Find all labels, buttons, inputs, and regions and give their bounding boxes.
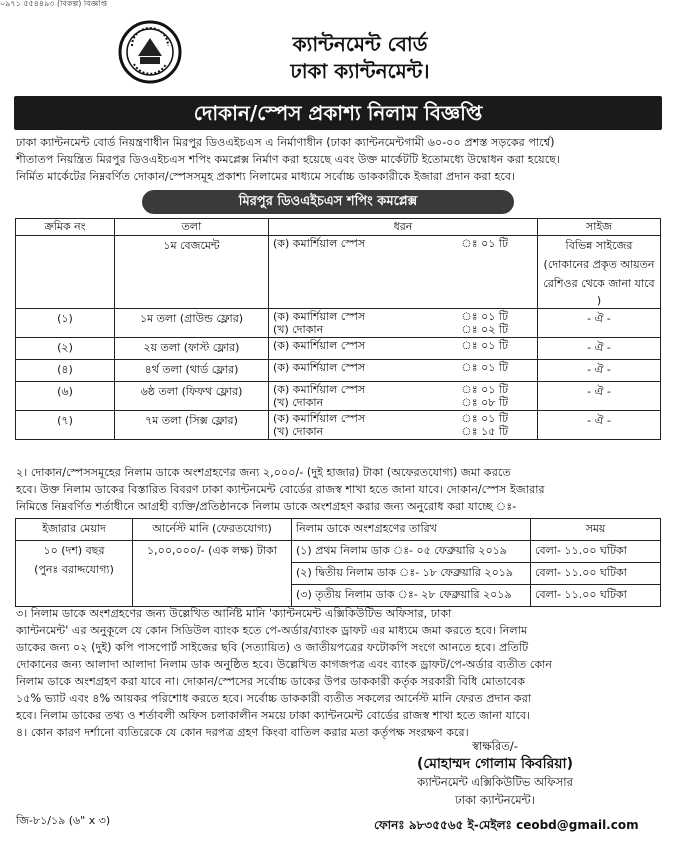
floor-cell: ১ম বেজমেন্ট: [115, 236, 269, 309]
floor-cell: ৪র্থ তলা (থার্ড ফ্লোর): [115, 360, 269, 382]
size-cell: - ঐ -: [538, 309, 661, 338]
para3-line: দোকানের জন্য আলাদা আলাদা নিলাম ডাক অনুষ্ঠিত হবে। উল্লেখিত কাগজপত্র এবং ব্যাংক ড্রাফট/পে-অর্ডার ব্যতীত কোন: [16, 658, 553, 671]
shop-row: [16, 338, 661, 360]
serial-cell: (১): [16, 309, 115, 338]
type-cell: [269, 382, 538, 411]
col-header-date: নিলাম ডাকে অংশগ্রহণের তারিখ: [292, 519, 531, 541]
type-label: (ক) কমার্শিয়াল স্পেস: [273, 412, 366, 425]
type-quantity: ঃ ০১ টি: [461, 237, 508, 250]
type-label: (ক) কমার্শিয়াল স্পেস: [273, 361, 366, 374]
serial-cell: (৪): [16, 360, 115, 382]
type-cell: [269, 360, 538, 382]
floor-cell: ৬ষ্ঠ তলা (ফিফথ ফ্লোর): [115, 382, 269, 411]
type-line: [273, 310, 508, 323]
type-line: [273, 396, 508, 409]
signatory-place: ঢাকা ক্যান্টনমেন্ট।: [455, 793, 535, 807]
cantonment-board-seal-icon: [118, 20, 182, 84]
intro-line: ঢাকা ক্যান্টনমেন্ট বোর্ড নিয়ন্ত্রণাধীন মিরপুর ডিওএইচএস এ নির্মাণাধীন (ঢাকা ক্যান্টনমেন্টগামী ৬০-০০ প্রশস্ত সড়কের পার্শ্বে): [16, 136, 555, 149]
type-line: [273, 323, 508, 336]
para3-line: ক্যান্টনমেন্ট' এর অনুকূলে যে কোন সিডিউল ব্যাংক হতে পে-অর্ডার/ব্যাংক ড্রাফট এর মাধ্যমে জমা করতে হবে। নিলাম: [16, 624, 528, 637]
board-name: ক্যান্টনমেন্ট বোর্ড: [292, 32, 428, 56]
type-cell: [269, 338, 538, 360]
notice-title: দোকান/স্পেস প্রকাশ্য নিলাম বিজ্ঞপ্তি: [14, 96, 662, 130]
type-cell: [269, 411, 538, 440]
type-line: [273, 339, 508, 352]
lease-period: ১০ (দশ) বছর (পুনঃ বরাদ্দযোগ্য): [16, 541, 133, 607]
type-quantity: ঃ ০২ টি: [461, 323, 508, 336]
auction-date: (১) প্রথম নিলাম ডাক ঃ- ০৫ ফেব্রুয়ারি ২০১৯: [292, 541, 531, 563]
signed-label: স্বাক্ষরিত/-: [472, 739, 518, 753]
col-header-lease: ইজারার মেয়াদ: [16, 519, 133, 541]
earnest-money: ১,০০,০০০/- (এক লক্ষ) টাকা: [133, 541, 292, 607]
type-label: (ক) কমার্শিয়াল স্পেস: [273, 310, 366, 323]
type-line: [273, 383, 508, 396]
reference-number: জি-৮১/১৯ (৬" x ৩): [16, 814, 111, 827]
shop-row: [16, 382, 661, 411]
signature-block: [365, 737, 625, 809]
shop-row: [16, 411, 661, 440]
type-label: (ক) কমার্শিয়াল স্পেস: [273, 237, 366, 250]
col-header-serial: ক্রমিক নং: [16, 219, 115, 236]
auction-time: বেলা- ১১.০০ ঘটিকা: [531, 585, 661, 607]
serial-cell: (৬): [16, 382, 115, 411]
para2-line: নিমিত্তে নিম্নবর্ণিত শর্তাধীনে আগ্রহী ব্যক্তি/প্রতিষ্ঠানকে নিলাম ডাকে অংশগ্রহণ করার জন্য অনুরোধ করা যাচ্ছে ঃ-: [16, 500, 517, 513]
type-label: (খ) দোকান: [273, 396, 324, 409]
contact-info: ফোনঃ ৯৮৩৫৫৬৫ ই-মেইলঃ ceobd@gmail.com: [374, 818, 639, 832]
type-quantity: ঃ ০১ টি: [461, 361, 508, 374]
col-header-money: আর্নেস্ট মানি (ফেরতযোগ্য): [133, 519, 292, 541]
serial-cell: [16, 236, 115, 309]
type-cell: [269, 309, 538, 338]
serial-cell: (২): [16, 338, 115, 360]
type-quantity: ঃ ০১ টি: [461, 383, 508, 396]
signatory-name: (মোহাম্মদ গোলাম কিবরিয়া): [416, 756, 573, 772]
para2-line: হবে। উক্ত নিলাম ডাকের বিস্তারিত বিবরণ ঢাকা ক্যান্টনমেন্ট বোর্ডের রাজস্ব শাখা হতে জানা যাবে। দোকান/স্পেস ইজারার: [16, 483, 545, 496]
floor-cell: ২য় তলা (ফাস্ট ফ্লোর): [115, 338, 269, 360]
auction-schedule-table: [15, 518, 661, 607]
col-header-size: সাইজ: [538, 219, 661, 236]
type-quantity: ঃ ০৮ টি: [461, 396, 508, 409]
size-cell: - ঐ -: [538, 411, 661, 440]
size-cell: বিভিন্ন সাইজের (দোকানের প্রকৃত আয়তন রেশিওর থেকে জানা যাবে ): [538, 236, 661, 309]
intro-paragraph: [16, 134, 661, 185]
type-line: [273, 237, 508, 250]
auction-time: বেলা- ১১.০০ ঘটিকা: [531, 563, 661, 585]
intro-line: নির্মিত মার্কেটের নিম্নবর্ণিত দোকান/স্পেসসমূহ প্রকাশ্য নিলামের মাধ্যমে সর্বোচ্চ ডাককারীকে ইজারা প্রদান করা হবে।: [16, 170, 516, 183]
shop-row: [16, 360, 661, 382]
board-location: ঢাকা ক্যান্টনমেন্ট।: [290, 59, 430, 83]
top-cut-text: ০৯৭১ ৫৫৪৪৯৩ (বিকল্প) বিজ্ঞপ্তি: [0, 0, 108, 8]
auction-time: বেলা- ১১.০০ ঘটিকা: [531, 541, 661, 563]
para3-line: হবে। নিলাম ডাকের তথ্য ও শর্তাবলী অফিস চলাকালীন সময়ে ঢাকা ক্যান্টনমেন্ট বোর্ডের রাজস্ব শাখা হতে জানা যাবে।: [16, 709, 531, 722]
type-quantity: ঃ ০১ টি: [461, 412, 508, 425]
participation-paragraph: [16, 464, 661, 515]
shop-row: [16, 309, 661, 338]
size-cell: - ঐ -: [538, 382, 661, 411]
type-line: [273, 412, 508, 425]
col-header-floor: তলা: [115, 219, 269, 236]
type-quantity: ঃ ১৫ টি: [461, 425, 508, 438]
para3-line: ৩। নিলাম ডাকে অংশগ্রহণের জন্য উল্লেখিত আর্নিষ্ট মানি 'ক্যান্টনমেন্ট এক্সিকিউটিভ অফিসার, ঢাকা: [16, 607, 452, 620]
para4-line: ৪। কোন কারণ দর্শানো ব্যতিরেকে যে কোন দরপত্র গ্রহণ কিংবা বাতিল করার মতা কর্তৃপক্ষ সংরক্ষণ করে।: [16, 726, 469, 739]
para3-line: ডাকের জন্য ০২ (দুই) কপি পাসপোর্ট সাইজের ছবি (সত্যায়িত) ও জাতীয়পত্রের ফটোকপি সংগে আনতে হবে। প্রতিটি: [16, 641, 529, 654]
size-cell: - ঐ -: [538, 360, 661, 382]
floor-cell: ১ম তলা (গ্রাউন্ড ফ্লোর): [115, 309, 269, 338]
intro-line: শীতাতপ নিয়ন্ত্রিত মিরপুর ডিওএইচএস শপিং কমপ্লেক্স নির্মাণ করা হয়েছে এবং উক্ত মার্কেটটি ইতোমধ্যে উদ্বোধন করা হয়েছে।: [16, 153, 561, 166]
floor-cell: ৭ম তলা (সিক্স ফ্লোর): [115, 411, 269, 440]
shop-list-table: [15, 218, 661, 440]
col-header-type: ধরন: [269, 219, 538, 236]
type-quantity: ঃ ০১ টি: [461, 310, 508, 323]
type-cell: [269, 236, 538, 309]
serial-cell: (৭): [16, 411, 115, 440]
type-label: (খ) দোকান: [273, 425, 324, 438]
col-header-time: সময়: [531, 519, 661, 541]
type-label: (ক) কমার্শিয়াল স্পেস: [273, 339, 366, 352]
complex-name-banner: মিরপুর ডিওএইচএস শপিং কমপ্লেক্স: [142, 190, 514, 214]
auction-date: (৩) তৃতীয় নিলাম ডাক ঃ- ২৮ ফেব্রুয়ারি ২০১৯: [292, 585, 531, 607]
type-line: [273, 361, 508, 374]
type-quantity: ঃ ০১ টি: [461, 339, 508, 352]
para2-line: ২। দোকান/স্পেসসমূহের নিলাম ডাকে অংশগ্রহণের জন্য ২,০০০/- (দুই হাজার) টাকা (অফেরতযোগ্য) জমা করতে: [16, 466, 511, 479]
shop-row: [16, 236, 661, 309]
conditions-paragraph: [16, 605, 661, 741]
signatory-designation: ক্যান্টনমেন্ট এক্সিকিউটিভ অফিসার: [417, 775, 573, 789]
type-label: (খ) দোকান: [273, 323, 324, 336]
type-line: [273, 425, 508, 438]
para3-line: ১৫% ভ্যাট এবং ৪% আয়কর পরিশোধ করতে হবে। সর্বোচ্চ ডাককারী ব্যতীত সকলের আর্নেস্ট মানি ফেরত প্রদান করা: [16, 692, 532, 705]
auction-date: (২) দ্বিতীয় নিলাম ডাক ঃ- ১৮ ফেব্রুয়ারি ২০১৯: [292, 563, 531, 585]
size-cell: - ঐ -: [538, 338, 661, 360]
para3-line: নিলাম ডাকে অংশগ্রহণ করা যাবে না। দোকান/স্পেসের সর্বোচ্চ ডাকের উপর ডাককারী কর্তৃক সরকারী বিধি মোতাবেক: [16, 675, 526, 688]
type-label: (ক) কমার্শিয়াল স্পেস: [273, 383, 366, 396]
